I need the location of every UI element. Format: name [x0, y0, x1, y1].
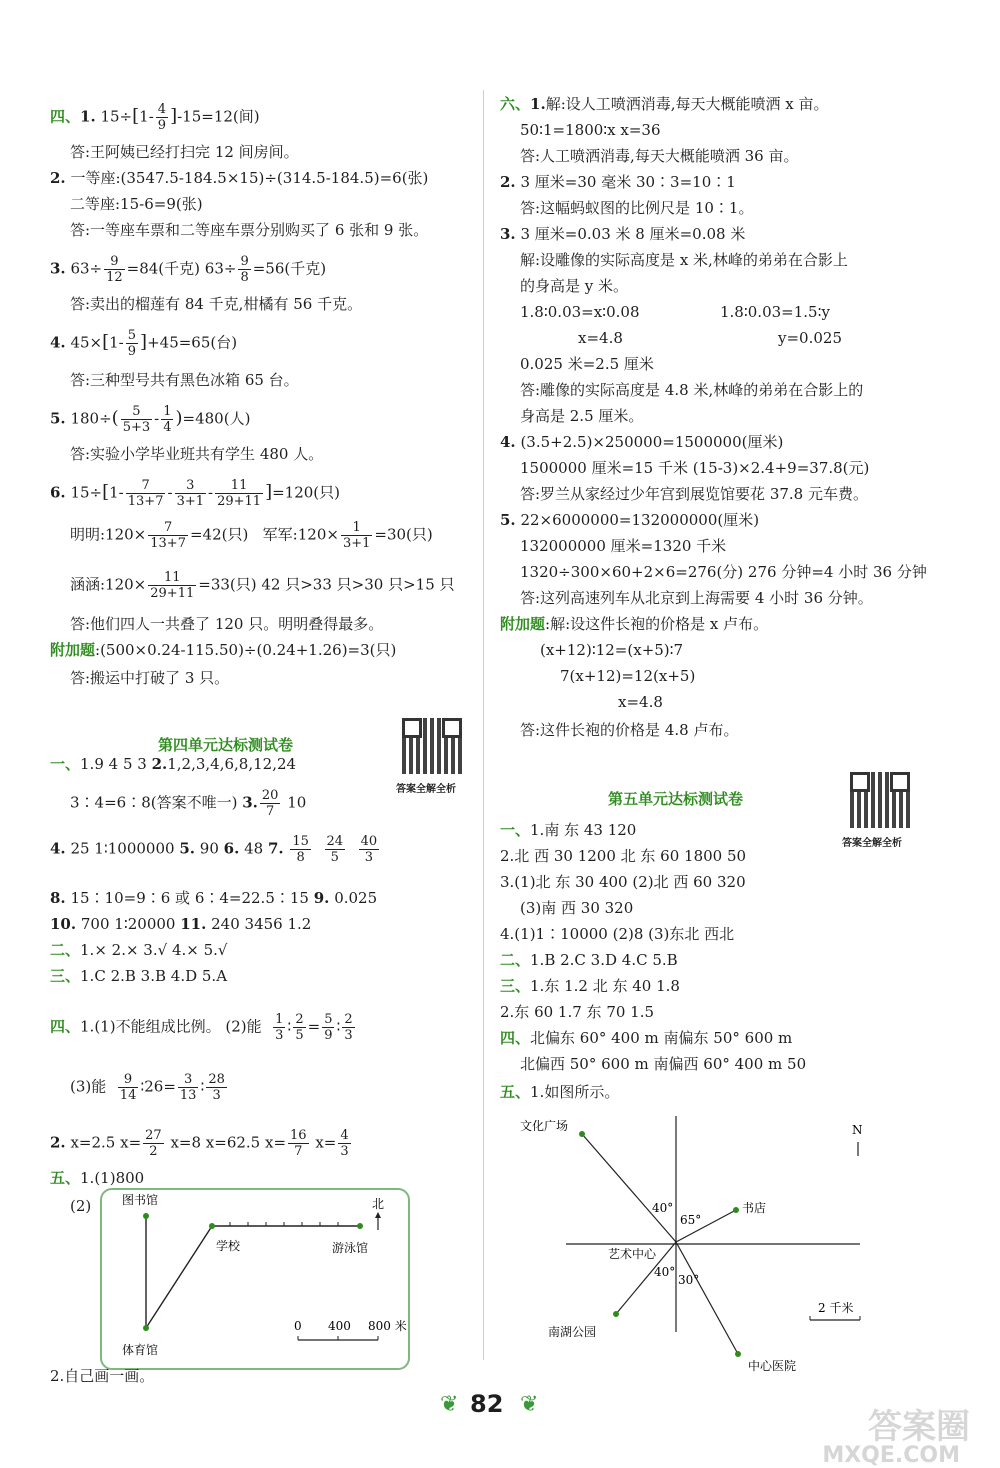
watermark: 答案圈: [868, 1407, 970, 1447]
u5-yi-3b: (3)南 西 30 320: [520, 899, 634, 917]
s4-q4: 4. 45×[1- $\frac{5}{9}$ ]+45=65(台): [50, 328, 238, 359]
qr-label-2: 答案全解全析: [842, 838, 902, 849]
r-q3-answer-2: 身高是 2.5 厘米。: [520, 407, 644, 425]
s4-q6-han: 涵涵:120× $\frac{11}{29+11}$ =33(只) 42 只>33 只>30 只>15 只: [70, 570, 455, 601]
s4-q1-answer: 答:王阿姨已经打扫完 12 间房间。: [70, 143, 299, 161]
u4-si-2: (3)能 $\frac{9}{14}$ ∶26= $\frac{3}{13}$ ∶ $\frac{28}{3}$: [70, 1072, 225, 1103]
watermark-url: MXQE.COM: [822, 1443, 960, 1468]
map-library-svg: [102, 1190, 408, 1368]
r-q5-answer: 答:这列高速列车从北京到上海需要 4 小时 36 分钟。: [520, 589, 873, 607]
map2-north-label: N: [852, 1123, 863, 1137]
north-arrowhead-icon: [375, 1212, 381, 1218]
u5-yi-4: 4.(1)1∶10000 (2)8 (3)东北 西北: [500, 925, 735, 943]
s4-q2: 2. 一等座:(3547.5-184.5×15)÷(314.5-184.5)=6(张): [50, 169, 429, 187]
r-q5-c: 132000000 厘米=1320 千米: [520, 537, 727, 555]
label-si: 四、: [50, 107, 81, 126]
r-q2: 2. 3 厘米=30 毫米 30∶3=10∶1: [500, 173, 736, 191]
map2-angle-1: 40°: [652, 1201, 674, 1215]
map2-hospital-label: 中心医院: [748, 1359, 797, 1372]
qr-label: 答案全解全析: [396, 784, 456, 795]
u5-wu: 五、1.如图所示。: [500, 1083, 620, 1101]
u4-yi-4: 8. 15∶10=9∶6 或 6∶4=22.5∶15 9. 0.025: [50, 889, 378, 907]
map-library-diagram: [100, 1188, 410, 1370]
s4-q5-answer: 答:实验小学毕业班共有学生 480 人。: [70, 445, 324, 463]
s4-q5: 5. 180÷( $\frac{5}{5+3}$ - $\frac{1}{4}$ )=480(人): [50, 404, 251, 435]
r-q3-e2: 1.8∶0.03=1.5∶y: [720, 303, 830, 321]
column-divider: [483, 90, 484, 1360]
map1-library-label: 图书馆: [122, 1193, 159, 1207]
map2-book-label: 书店: [742, 1201, 767, 1215]
map1-gym-label: 体育馆: [122, 1343, 159, 1357]
u4-yi-5: 10. 700 1∶20000 11. 240 3456 1.2: [50, 915, 312, 933]
r-q3-f1: x=4.8: [578, 329, 623, 347]
u4-si-3: 2. x=2.5 x= $\frac{27}{2}$ x=8 x=62.5 x= $\frac{16}{7}$ x= $\frac{4}{3}$: [50, 1128, 349, 1159]
r-q3-g: 0.025 米=2.5 厘米: [520, 355, 654, 373]
unit4-title: 第四单元达标测试卷: [158, 736, 294, 754]
r-q1-c: 50∶1=1800∶x x=36: [520, 121, 661, 139]
u4-wu-1: 五、1.(1)800: [50, 1169, 145, 1187]
u5-yi-2: 2.北 西 30 1200 北 东 60 1800 50: [500, 847, 747, 865]
s4-q6: 6. 15÷[1- $\frac{7}{13+7}$ - $\frac{3}{3+1}$ - $\frac{11}{29+11}$ ]=120(只): [50, 478, 340, 509]
r-q3-d: 的身高是 y 米。: [520, 277, 629, 295]
u5-yi-3a: 3.(1)北 东 30 400 (2)北 西 60 320: [500, 873, 746, 891]
map1-pool-label: 游泳馆: [332, 1241, 369, 1255]
u4-si-1: 四、1.(1)不能组成比例。 (2)能 $\frac{1}{3}$ ∶ $\frac{2}{5}$ = $\frac{5}{9}$ ∶ $\frac{2}{3}$: [50, 1012, 353, 1043]
map2-culture-label: 文化广场: [520, 1119, 569, 1133]
extra-left-answer: 答:搬运中打破了 3 只。: [70, 669, 230, 687]
map2-angle-2: 65°: [680, 1213, 702, 1227]
r-q5-d: 1320÷300×60+2×6=276(分) 276 分钟=4 小时 36 分钟: [520, 563, 927, 581]
s4-q2-b: 二等座:15-6=9(张): [70, 195, 203, 213]
r-q3-f2: y=0.025: [778, 329, 842, 347]
map1-scale-800: 800 米: [368, 1319, 407, 1333]
r-q1-answer: 答:人工喷洒消毒,每天大概能喷洒 36 亩。: [520, 147, 799, 165]
extra-right-c: 7(x+12)=12(x+5): [560, 667, 696, 685]
map2-angle-4: 30°: [678, 1273, 700, 1287]
s4-q4-answer: 答:三种型号共有黑色冰箱 65 台。: [70, 371, 299, 389]
u5-san-1: 三、1.东 1.2 北 东 40 1.8: [500, 977, 680, 995]
extra-right-d: x=4.8: [618, 693, 663, 711]
direction-map-svg: [500, 1112, 900, 1372]
r-q3-e1: 1.8∶0.03=x∶0.08: [520, 303, 640, 321]
extra-right: 附加题:解:设这件长袍的价格是 x 卢布。: [500, 615, 769, 633]
r-q3-answer: 答:雕像的实际高度是 4.8 米,林峰的弟弟在合影上的: [520, 381, 864, 399]
r-q5: 5. 22×6000000=132000000(厘米): [500, 511, 760, 529]
r-q3: 3. 3 厘米=0.03 米 8 厘米=0.08 米: [500, 225, 746, 243]
qr-code-icon[interactable]: [402, 718, 462, 774]
s4-q3-answer: 答:卖出的榴莲有 84 千克,柑橘有 56 千克。: [70, 295, 363, 313]
r-q3-c: 解:设雕像的实际高度是 x 米,林峰的弟弟在合影上: [520, 251, 848, 269]
r-q4-c: 1500000 厘米=15 千米 (15-3)×2.4+9=37.8(元): [520, 459, 870, 477]
extra-right-answer: 答:这件长袍的价格是 4.8 卢布。: [520, 721, 739, 739]
u5-yi-1: 一、1.南 东 43 120: [500, 821, 637, 839]
u4-yi-1: 一、1.9 4 5 3 2.1,2,3,4,6,8,12,24: [50, 755, 297, 773]
qr-code-icon-2[interactable]: [850, 772, 910, 828]
s4-q1: 四、1. 15÷[1- $\frac{4}{9}$ ]-15=12(间): [50, 102, 260, 133]
u5-si-2: 北偏西 50° 600 m 南偏西 60° 400 m 50: [520, 1055, 807, 1073]
map1-north-label: 北: [372, 1197, 385, 1211]
u4-san: 三、1.C 2.B 3.B 4.D 5.A: [50, 967, 228, 985]
u5-er: 二、1.B 2.C 3.D 4.C 5.B: [500, 951, 678, 969]
extra-left: 附加题:(500×0.24-115.50)÷(0.24+1.26)=3(只): [50, 641, 397, 659]
extra-right-b: (x+12)∶12=(x+5)∶7: [540, 641, 684, 659]
map2-angle-3: 40°: [654, 1265, 676, 1279]
u5-san-2: 2.东 60 1.7 东 70 1.5: [500, 1003, 655, 1021]
s4-q6-ming: 明明:120× $\frac{7}{13+7}$ =42(只) 军军:120× $\frac{1}{3+1}$ =30(只): [70, 520, 433, 551]
r-q2-answer: 答:这幅蚂蚁图的比例尺是 10∶1。: [520, 199, 754, 217]
s4-q3: 3. 63÷ $\frac{9}{12}$ =84(千克) 63÷ $\frac{9}{8}$ =56(千克): [50, 254, 327, 285]
map2-art-label: 艺术中心: [608, 1247, 657, 1261]
u4-wu-2-label: (2): [70, 1197, 92, 1215]
map2-scale-label: 2 千米: [818, 1301, 854, 1315]
map1-school-label: 学校: [216, 1239, 241, 1253]
r-q1: 六、1.解:设人工喷洒消毒,每天大概能喷洒 x 亩。: [500, 95, 829, 113]
page-number: 82: [470, 1390, 504, 1418]
unit5-title: 第五单元达标测试卷: [608, 790, 744, 808]
map1-scale-0: 0: [294, 1319, 302, 1333]
map1-scale-400: 400: [328, 1319, 351, 1333]
map2-park-label: 南湖公园: [548, 1325, 597, 1339]
u4-wu-3: 2.自己画一画。: [50, 1367, 155, 1385]
r-q4-answer: 答:罗兰从家经过少年宫到展览馆要花 37.8 元车费。: [520, 485, 868, 503]
u4-yi-3: 4. 25 1∶1000000 5. 90 6. 48 7. $\frac{15}{8}$ $\frac{24}{5}$ $\frac{40}{3}$: [50, 834, 378, 865]
r-q4: 4. (3.5+2.5)×250000=1500000(厘米): [500, 433, 784, 451]
u4-er: 二、1.× 2.× 3.√ 4.× 5.√: [50, 941, 228, 959]
leaf-right-icon: ❦: [520, 1392, 539, 1417]
u4-yi-2: 3∶4=6∶8(答案不唯一) 3. $\frac{20}{7}$ 10: [70, 788, 307, 819]
u5-si-1: 四、北偏东 60° 400 m 南偏东 50° 600 m: [500, 1029, 793, 1047]
s4-q6-answer: 答:他们四人一共叠了 120 只。明明叠得最多。: [70, 615, 384, 633]
leaf-left-icon: ❦: [440, 1392, 459, 1417]
s4-q2-answer: 答:一等座车票和二等座车票分别购买了 6 张和 9 张。: [70, 221, 429, 239]
